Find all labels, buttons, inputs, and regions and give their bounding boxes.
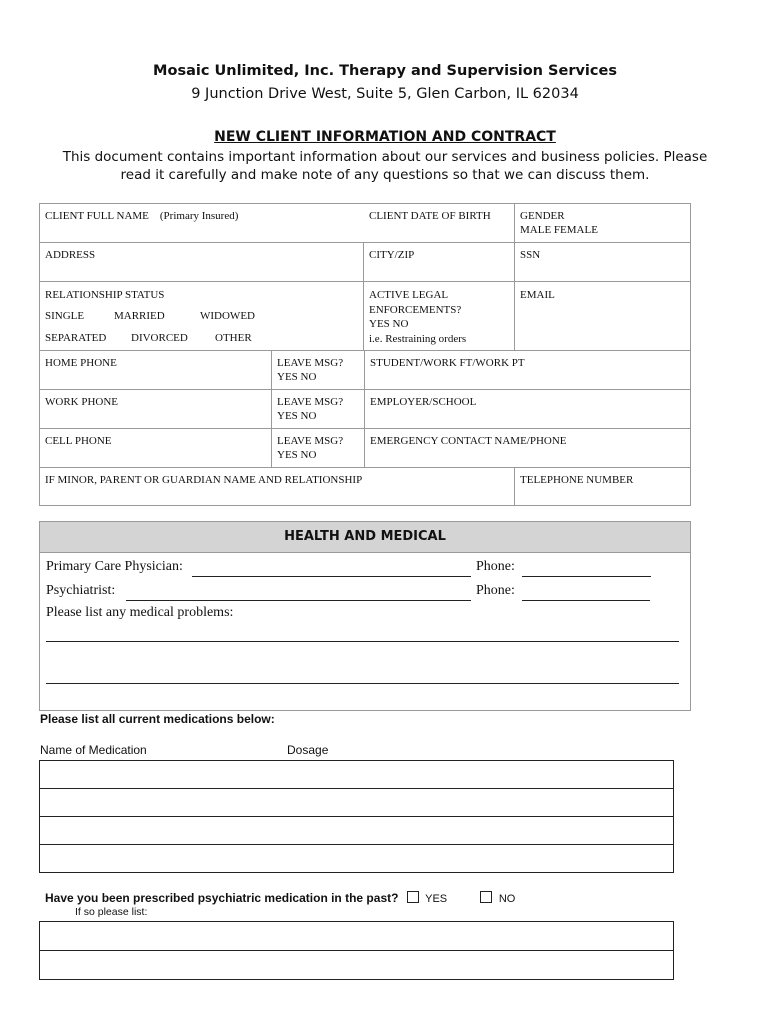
address-label: ADDRESS [45, 249, 96, 261]
legal-line-1: ACTIVE LEGAL [369, 289, 449, 301]
legal-line-2: ENFORCEMENTS? [369, 303, 462, 316]
pcp-input-line[interactable] [192, 576, 471, 577]
medical-problems-line-1[interactable] [46, 641, 679, 642]
pcp-phone-label: Phone: [476, 559, 515, 574]
psychiatrist-label: Psychiatrist: [46, 583, 116, 598]
organization-address: 9 Junction Drive West, Suite 5, Glen Carbon, IL 62034 [191, 86, 579, 102]
cell-phone-field[interactable] [40, 429, 272, 468]
past-medication-row[interactable] [39, 950, 674, 980]
student-work-label: STUDENT/WORK FT/WORK PT [370, 357, 525, 369]
past-meds-yes-checkbox[interactable] [407, 891, 419, 903]
form-title: NEW CLIENT INFORMATION AND CONTRACT [214, 129, 556, 145]
leave-msg-label: LEAVE MSG? [277, 396, 344, 408]
option-single[interactable]: SINGLE [45, 310, 85, 322]
leave-msg-label: LEAVE MSG? [277, 435, 344, 447]
gender-label: GENDER [520, 210, 565, 222]
relationship-status-field [40, 282, 364, 351]
gender-options[interactable]: MALE FEMALE [520, 224, 598, 236]
medical-problems-line-2[interactable] [46, 683, 679, 684]
work-phone-field[interactable] [40, 390, 272, 429]
legal-enforcements-field [364, 282, 515, 351]
past-meds-yes-label: YES [425, 893, 448, 905]
guardian-field[interactable] [40, 468, 515, 505]
work-phone-label: WORK PHONE [45, 396, 119, 408]
past-meds-no-label: NO [498, 893, 516, 905]
medication-row[interactable] [39, 788, 674, 817]
intro-line-1: This document contains important information about our services and business policies. Please [62, 149, 708, 165]
past-medication-row[interactable] [39, 921, 674, 951]
cell-leave-msg [272, 429, 365, 468]
option-widowed[interactable]: WIDOWED [200, 310, 255, 322]
intro-text [30, 148, 740, 184]
if-so-label: If so please list: [75, 906, 148, 918]
city-zip-label: CITY/ZIP [369, 249, 415, 261]
gender-field[interactable] [515, 204, 690, 243]
medication-row[interactable] [39, 816, 674, 845]
intro-line-2: read it carefully and make note of any questions so that we can discuss them. [120, 167, 650, 183]
emergency-contact-label: EMERGENCY CONTACT NAME/PHONE [370, 435, 567, 447]
past-meds-no-checkbox[interactable] [480, 891, 492, 903]
option-divorced[interactable]: DIVORCED [131, 332, 188, 344]
work-leave-msg [272, 390, 365, 429]
medication-name-header: Name of Medication [40, 743, 147, 757]
client-full-name-field[interactable] [40, 204, 364, 243]
psychiatrist-phone-label: Phone: [476, 583, 515, 598]
email-label: EMAIL [520, 289, 555, 301]
email-field[interactable] [515, 282, 690, 351]
pcp-phone-input-line[interactable] [522, 576, 651, 577]
psychiatrist-phone-input-line[interactable] [522, 600, 650, 601]
cell-phone-label: CELL PHONE [45, 435, 112, 447]
leave-msg-label: LEAVE MSG? [277, 357, 344, 369]
legal-yes-no[interactable]: YES NO [369, 318, 409, 330]
primary-insured-note: (Primary Insured) [159, 210, 239, 222]
city-zip-field[interactable] [364, 243, 515, 282]
employer-school-label: EMPLOYER/SCHOOL [370, 396, 477, 408]
organization-name: Mosaic Unlimited, Inc. Therapy and Supervision Services [153, 63, 617, 79]
student-work-field[interactable] [365, 351, 690, 390]
client-dob-field[interactable] [364, 204, 515, 243]
health-medical-heading: HEALTH AND MEDICAL [40, 522, 690, 553]
medication-row[interactable] [39, 844, 674, 873]
home-phone-label: HOME PHONE [45, 357, 117, 369]
work-leave-msg-yes-no[interactable]: YES NO [277, 410, 317, 422]
option-married[interactable]: MARRIED [114, 310, 165, 322]
medication-row[interactable] [39, 760, 674, 789]
medical-problems-label: Please list any medical problems: [46, 605, 234, 620]
pcp-label: Primary Care Physician: [46, 559, 183, 574]
client-full-name-label: CLIENT FULL NAME [45, 210, 149, 222]
guardian-label: IF MINOR, PARENT OR GUARDIAN NAME AND RELATIONSHIP [45, 474, 363, 486]
past-meds-question-row [45, 891, 515, 905]
option-separated[interactable]: SEPARATED [45, 332, 107, 344]
home-leave-msg-yes-no[interactable]: YES NO [277, 371, 317, 383]
medication-dosage-header: Dosage [287, 743, 329, 757]
cell-leave-msg-yes-no[interactable]: YES NO [277, 449, 317, 461]
home-phone-field[interactable] [40, 351, 272, 390]
medications-prompt: Please list all current medications below: [40, 712, 275, 726]
guardian-telephone-field[interactable] [515, 468, 690, 505]
ssn-field[interactable] [515, 243, 690, 282]
employer-school-field[interactable] [365, 390, 690, 429]
relationship-status-label: RELATIONSHIP STATUS [45, 289, 165, 301]
health-medical-section [39, 521, 691, 711]
past-meds-question: Have you been prescribed psychiatric medication in the past? [45, 891, 399, 905]
client-dob-label: CLIENT DATE OF BIRTH [369, 210, 491, 222]
psychiatrist-input-line[interactable] [126, 600, 471, 601]
telephone-number-label: TELEPHONE NUMBER [520, 474, 634, 486]
legal-example: i.e. Restraining orders [369, 332, 467, 345]
ssn-label: SSN [520, 249, 541, 261]
emergency-contact-field[interactable] [365, 429, 690, 468]
client-info-table [39, 203, 691, 506]
option-other[interactable]: OTHER [215, 332, 252, 344]
address-field[interactable] [40, 243, 364, 282]
home-leave-msg [272, 351, 365, 390]
